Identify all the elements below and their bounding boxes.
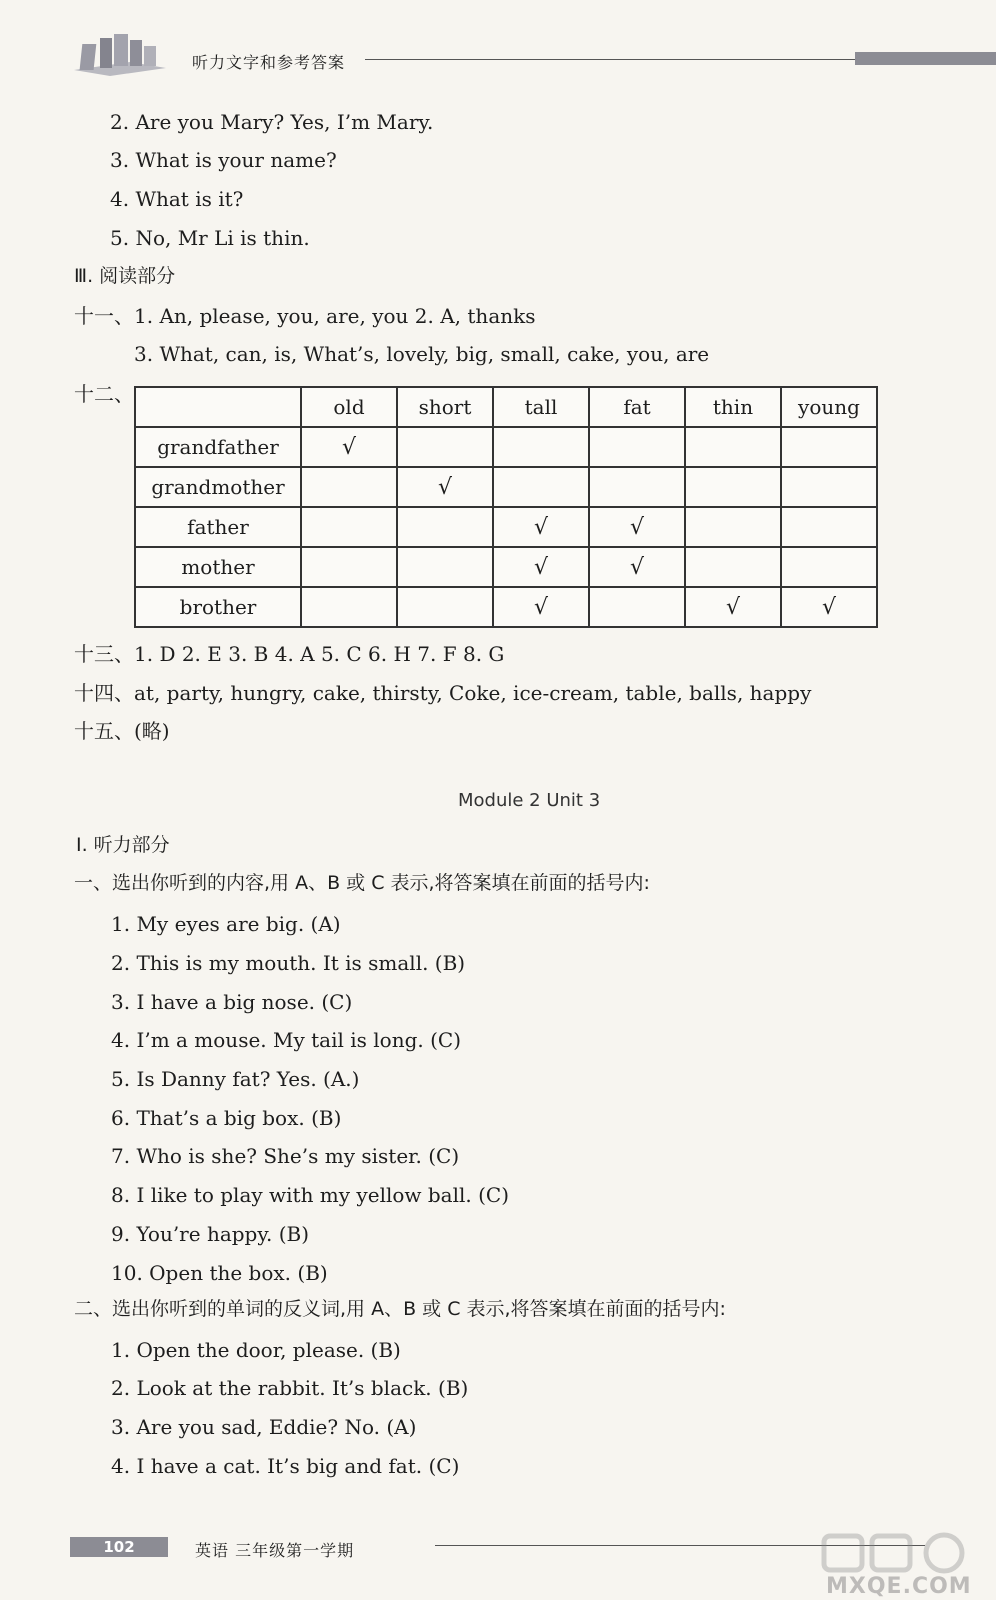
- row-label: grandfather: [135, 427, 301, 467]
- table-cell: [781, 547, 877, 587]
- table-cell: [493, 467, 589, 507]
- list-item: 2. This is my mouth. It is small. (B): [111, 951, 466, 975]
- section-heading-listening: Ⅰ. 听力部分: [76, 834, 170, 856]
- q11-line2: 3. What, can, is, What’s, lovely, big, small, cake, you, are: [134, 342, 710, 366]
- page-number: 102: [70, 1537, 168, 1557]
- check-mark-icon: √: [821, 594, 837, 620]
- table-row: [135, 587, 877, 627]
- table-cell: [397, 467, 493, 507]
- row-label: mother: [135, 547, 301, 587]
- table-cell: [589, 587, 685, 627]
- q14-answers: 十四、at, party, hungry, cake, thirsty, Coke, ice-cream, table, balls, happy: [74, 681, 812, 705]
- answer-table: [134, 386, 878, 628]
- list-item: 4. I have a cat. It’s big and fat. (C): [111, 1454, 460, 1478]
- check-mark-icon: √: [533, 514, 549, 540]
- list-item: 5. Is Danny fat? Yes. (A.): [111, 1067, 360, 1091]
- table-cell: [589, 507, 685, 547]
- header-bar: [855, 52, 996, 65]
- list-item: 8. I like to play with my yellow ball. (C): [111, 1183, 510, 1207]
- table-cell: [301, 467, 397, 507]
- check-mark-icon: √: [533, 594, 549, 620]
- table-cell: [301, 547, 397, 587]
- section-heading-reading: Ⅲ. 阅读部分: [74, 265, 176, 287]
- list-item: 4. I’m a mouse. My tail is long. (C): [111, 1028, 462, 1052]
- table-header-row: [135, 387, 877, 427]
- table-header-cell: thin: [685, 387, 781, 427]
- table-cell: [685, 547, 781, 587]
- footer-text: 英语 三年级第一学期: [195, 1541, 355, 1560]
- table-header-cell: tall: [493, 387, 589, 427]
- table-header-cell: old: [301, 387, 397, 427]
- table-cell: [493, 507, 589, 547]
- answer-line: 2. Are you Mary? Yes, I’m Mary.: [110, 110, 434, 134]
- check-mark-icon: √: [533, 554, 549, 580]
- table-row: [135, 427, 877, 467]
- list-item: 2. Look at the rabbit. It’s black. (B): [111, 1376, 469, 1400]
- list-item: 10. Open the box. (B): [111, 1261, 328, 1285]
- list-item: 3. Are you sad, Eddie? No. (A): [111, 1415, 417, 1439]
- books-icon: [70, 28, 170, 78]
- check-mark-icon: √: [629, 554, 645, 580]
- check-mark-icon: √: [629, 514, 645, 540]
- table-cell: [493, 547, 589, 587]
- table-cell: [781, 467, 877, 507]
- row-label: father: [135, 507, 301, 547]
- table-header-cell: [135, 387, 301, 427]
- table-row: [135, 507, 877, 547]
- table-header-cell: short: [397, 387, 493, 427]
- answer-line: 5. No, Mr Li is thin.: [110, 226, 310, 250]
- q12-label: 十二、: [74, 382, 134, 406]
- table-cell: [781, 427, 877, 467]
- answer-line: 3. What is your name?: [110, 148, 337, 172]
- answer-line: 4. What is it?: [110, 187, 244, 211]
- table-cell: [685, 427, 781, 467]
- row-label: brother: [135, 587, 301, 627]
- list-item: 7. Who is she? She’s my sister. (C): [111, 1144, 460, 1168]
- table-cell: [397, 507, 493, 547]
- table-cell: [685, 587, 781, 627]
- check-mark-icon: √: [341, 434, 357, 460]
- list-item: 3. I have a big nose. (C): [111, 990, 353, 1014]
- table-cell: [397, 587, 493, 627]
- table-cell: [589, 467, 685, 507]
- table-cell: [589, 547, 685, 587]
- part2-instruction: 二、选出你听到的单词的反义词,用 A、B 或 C 表示,将答案填在前面的括号内:: [74, 1298, 726, 1320]
- table-cell: [781, 507, 877, 547]
- table-row: [135, 547, 877, 587]
- header-title: 听力文字和参考答案: [192, 53, 346, 72]
- table-cell: [301, 427, 397, 467]
- table-cell: [589, 427, 685, 467]
- header-rule: [365, 59, 855, 60]
- q11-line1: 十一、1. An, please, you, are, you 2. A, thanks: [74, 304, 536, 328]
- watermark-text: MXQE.COM: [826, 1574, 972, 1599]
- table-cell: [397, 547, 493, 587]
- table-cell: [301, 587, 397, 627]
- table-cell: [685, 507, 781, 547]
- table-header-cell: young: [781, 387, 877, 427]
- table-cell: [301, 507, 397, 547]
- list-item: 1. Open the door, please. (B): [111, 1338, 401, 1362]
- table-cell: [685, 467, 781, 507]
- list-item: 9. You’re happy. (B): [111, 1222, 310, 1246]
- part1-instruction: 一、选出你听到的内容,用 A、B 或 C 表示,将答案填在前面的括号内:: [74, 872, 650, 894]
- q13-answers: 十三、1. D 2. E 3. B 4. A 5. C 6. H 7. F 8. G: [74, 642, 505, 666]
- list-item: 6. That’s a big box. (B): [111, 1106, 342, 1130]
- row-label: grandmother: [135, 467, 301, 507]
- check-mark-icon: √: [725, 594, 741, 620]
- list-item: 1. My eyes are big. (A): [111, 912, 341, 936]
- check-mark-icon: √: [437, 474, 453, 500]
- module-title: Module 2 Unit 3: [458, 790, 601, 811]
- table-cell: [781, 587, 877, 627]
- table-cell: [493, 427, 589, 467]
- table-header-cell: fat: [589, 387, 685, 427]
- table-cell: [493, 587, 589, 627]
- table-row: [135, 467, 877, 507]
- table-cell: [397, 427, 493, 467]
- q15-answers: 十五、(略): [74, 719, 170, 743]
